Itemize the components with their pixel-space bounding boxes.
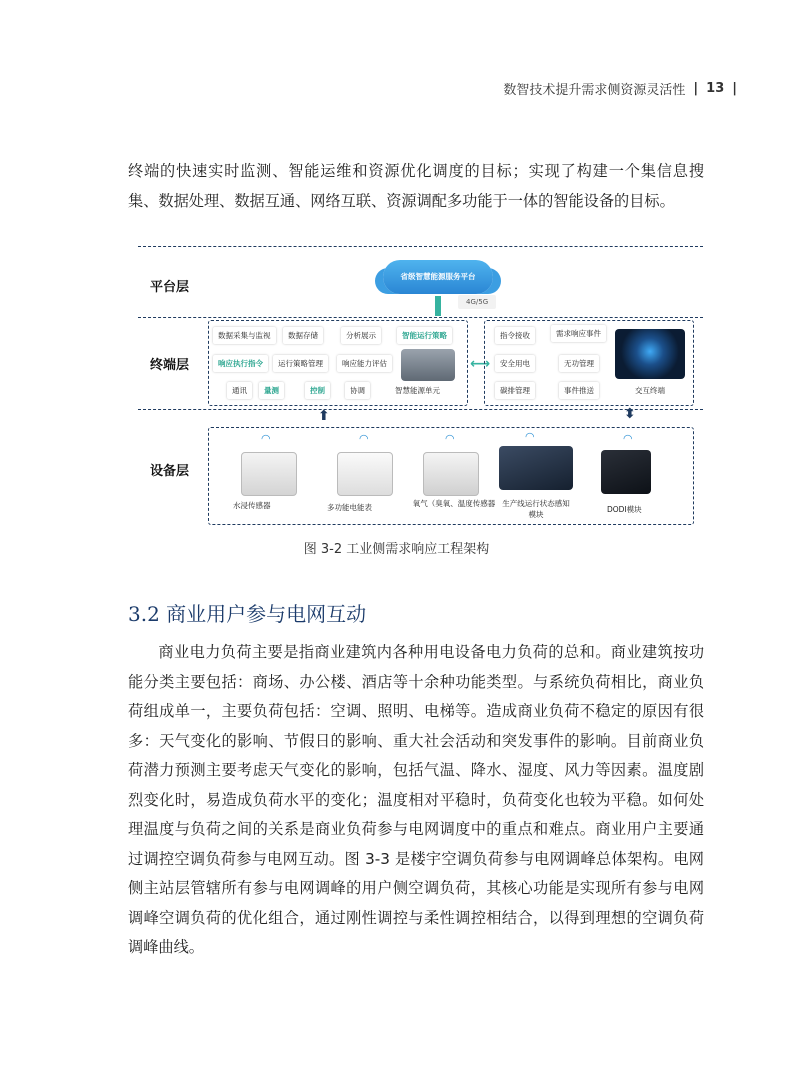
oxygen-sensor-image: [423, 452, 479, 496]
layer-terminal: 终端层: [150, 358, 190, 373]
terminal-cell: 通讯: [227, 382, 252, 399]
terminal-cell: 数据存储: [283, 327, 323, 344]
divider-bottom: [138, 409, 703, 410]
terminal-cell: 无功管理: [559, 355, 599, 372]
network-label: 4G/5G: [458, 295, 496, 309]
wifi-icon: ◠: [445, 432, 455, 445]
terminal-cell: 需求响应事件: [551, 325, 606, 342]
page-number: 13: [706, 81, 725, 96]
double-arrow-icon: ⟷: [470, 356, 491, 372]
divider-middle: [138, 317, 703, 318]
header-title: 数智技术提升需求侧资源灵活性: [503, 83, 686, 98]
terminal-cell: 控制: [305, 382, 330, 399]
water-sensor-image: [241, 452, 297, 496]
interactive-terminal-screen: [615, 329, 685, 379]
terminal-cell: 协调: [345, 382, 370, 399]
divider-top: [138, 246, 703, 247]
cloud-platform: 省级智慧能源服务平台: [383, 260, 493, 294]
wifi-icon: ◠: [261, 432, 271, 445]
wifi-icon: ◠: [359, 432, 369, 445]
screen-label: 交互终端: [635, 386, 665, 395]
smart-energy-unit-image: [401, 349, 455, 381]
terminal-cell: 响应能力评估: [337, 355, 392, 372]
wifi-icon: ◠: [525, 430, 535, 443]
up-arrow-icon: ⬆: [318, 408, 330, 424]
device-box: [208, 427, 694, 525]
dodi-module-image: [601, 450, 651, 494]
terminal-cell: 碳排管理: [495, 382, 535, 399]
section-title: 3.2 商业用户参与电网互动: [128, 602, 367, 626]
teal-arrow-icon: [435, 296, 441, 316]
figure-caption: 图 3-2 工业侧需求响应工程架构: [303, 542, 490, 557]
terminal-cell: 事件推送: [559, 382, 599, 399]
unit-label: 智慧能源单元: [395, 386, 440, 395]
terminal-cell: 智能运行策略: [397, 327, 452, 344]
terminal-cell: 指令接收: [495, 327, 535, 344]
terminal-cell: 量测: [259, 382, 284, 399]
terminal-cell: 数据采集与监视: [213, 327, 276, 344]
terminal-cell: 响应执行指令: [213, 355, 268, 372]
architecture-figure: [138, 240, 703, 530]
running-header: [503, 79, 737, 98]
energy-meter-image: [337, 452, 393, 496]
terminal-right-box: [484, 320, 694, 406]
terminal-cell: 运行策略管理: [273, 355, 328, 372]
paragraph-body: 商业电力负荷主要是指商业建筑内各种用电设备电力负荷的总和。商业建筑按功能分类主要包括：商场、办公楼、酒店等十余种功能类型。与系统负荷相比，商业负荷组成单一，主要负荷包括：空调、照明、电梯等。造成商业负荷不稳定的原因有很多：天气变化的影响、节假日的影响、重大社会活动和突发事件的影响。目前商业负荷潜力预测主要考虑天气变化的影响，包括气温、降水、湿度、风力等因素。温度剧烈变化时，易造成负荷水平的变化；温度相对平稳时，负荷变化也较为平稳。如何处理温度与负荷之间的关系是商业负荷参与电网调度中的重点和难点。商业用户主要通过调控空调负荷参与电网互动。图 3-3 是楼宇空调负荷参与电网调峰总体架构。电网侧主站层管辖所有参与电网调峰的用户侧空调负荷，其核心功能是实现所有参与电网调峰空调负荷的优化组合，通过刚性调控与柔性调控相结合，以得到理想的空调负荷调峰曲线。: [128, 643, 704, 956]
updown-arrow-icon: ⬍: [624, 406, 636, 422]
header-separator-right: |: [732, 81, 737, 96]
layer-device: 设备层: [150, 464, 190, 479]
terminal-cell: 安全用电: [495, 355, 535, 372]
wifi-icon: ◠: [623, 432, 633, 445]
terminal-cell: 分析展示: [341, 327, 381, 344]
layer-platform: 平台层: [150, 280, 190, 295]
production-module-image: [499, 446, 573, 490]
device-label: 多功能电能表: [327, 503, 372, 512]
device-label: 生产线运行状态感知模块: [502, 499, 570, 519]
header-separator: |: [693, 81, 699, 96]
device-label: 氧气（臭氧、温度传感器: [412, 499, 496, 508]
paragraph-intro: 终端的快速实时监测、智能运维和资源优化调度的目标；实现了构建一个集信息搜集、数据处理、数据互通、网络互联、资源调配多功能于一体的智能设备的目标。: [128, 162, 704, 210]
terminal-left-box: [208, 320, 468, 406]
device-label: DODI模块: [607, 505, 642, 514]
device-label: 水浸传感器: [233, 501, 271, 510]
